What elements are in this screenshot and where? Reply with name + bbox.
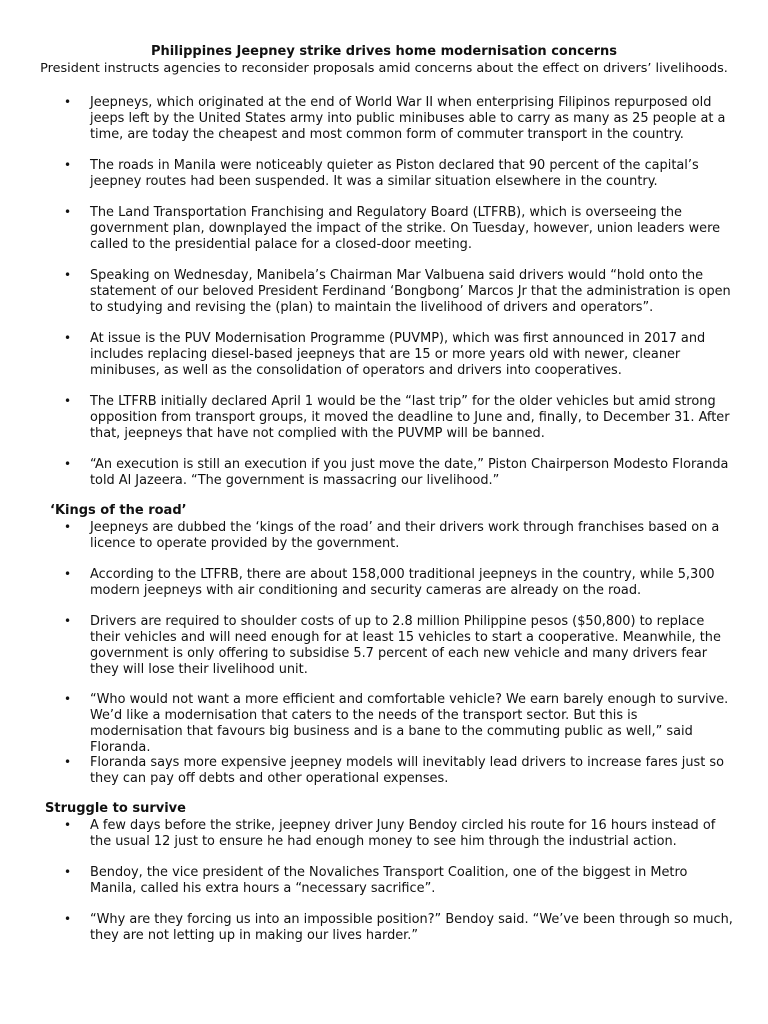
section-heading: ‘Kings of the road’ — [50, 503, 187, 518]
list-item-text: The roads in Manila were noticeably quieter as Piston declared that 90 percent of the capital’s jeepney routes had been suspended. It was a similar situation elsewhere in the country. — [90, 158, 699, 189]
bullet-marker: • — [64, 865, 72, 879]
list-item-text: Bendoy, the vice president of the Novaliches Transport Coalition, one of the biggest in Metro Manila, called his extra hours a “necessary sacrifice”. — [90, 865, 688, 896]
bullet-marker: • — [64, 755, 72, 769]
bullet-marker: • — [64, 205, 72, 219]
bullet-marker: • — [64, 394, 72, 408]
bullet-marker: • — [64, 567, 72, 581]
list-item-text: “An execution is still an execution if you just move the date,” Piston Chairperson Modesto Floranda told Al Jazeera. “The government is massacring our livelihood.” — [90, 457, 729, 488]
bullet-marker: • — [64, 457, 72, 471]
list-item-text: The Land Transportation Franchising and Regulatory Board (LTFRB), which is overseeing the government plan, downplayed the impact of the strike. On Tuesday, however, union leaders were called to the presidential palace for a closed-door meeting. — [90, 205, 721, 252]
list-item-text: Floranda says more expensive jeepney models will inevitably lead drivers to increase fares just so they can pay off debts and other operational expenses. — [90, 755, 724, 786]
bullet-marker: • — [64, 158, 72, 172]
list-item-text: Jeepneys are dubbed the ‘kings of the road’ and their drivers work through franchises based on a licence to operate provided by the government. — [90, 520, 720, 551]
list-item-text: “Who would not want a more efficient and comfortable vehicle? We earn barely enough to survive. We’d like a modernisation that caters to the needs of the transport sector. But this is modernisation that favours big business and is a bane to the commuting public as well,” said Floranda. — [90, 692, 729, 755]
bullet-marker: • — [64, 95, 72, 109]
bullet-marker: • — [64, 912, 72, 926]
list-item-text: The LTFRB initially declared April 1 would be the “last trip” for the older vehicles but amid strong opposition from transport groups, it moved the deadline to June and, finally, to December 31. After that, jeepneys that have not complied with the PUVMP will be banned. — [90, 394, 730, 441]
bullet-marker: • — [64, 331, 72, 345]
section-heading: Struggle to survive — [45, 801, 186, 816]
list-item-text: According to the LTFRB, there are about 158,000 traditional jeepneys in the country, while 5,300 modern jeepneys with air conditioning and security cameras are already on the road. — [90, 567, 715, 598]
bullet-marker: • — [64, 268, 72, 282]
list-item-text: At issue is the PUV Modernisation Programme (PUVMP), which was first announced in 2017 and includes replacing diesel-based jeepneys that are 15 or more years old with newer, cleaner minibuses, as well as the consolidation of operators and drivers into cooperatives. — [90, 331, 706, 378]
article-title: Philippines Jeepney strike drives home modernisation concerns — [150, 44, 618, 59]
list-item-text: A few days before the strike, jeepney driver Juny Bendoy circled his route for 16 hours instead of the usual 12 just to ensure he had enough money to see him through the industrial action. — [90, 818, 716, 849]
bullet-marker: • — [64, 520, 72, 534]
bullet-marker: • — [64, 692, 72, 706]
bullet-marker: • — [64, 818, 72, 832]
list-item-text: “Why are they forcing us into an impossible position?” Bendoy said. “We’ve been through so much, they are not letting up in making our lives harder.” — [90, 912, 733, 943]
list-item-text: Drivers are required to shoulder costs of up to 2.8 million Philippine pesos ($50,800) to replace their vehicles and will need enough for at least 15 vehicles to start a cooperative. Meanwhile, the government is only offering to subsidise 5.7 percent of each new vehicle and many drivers fear they will lose their livelihood unit. — [90, 614, 721, 677]
list-item-text: Speaking on Wednesday, Manibela’s Chairman Mar Valbuena said drivers would “hold onto the statement of our beloved President Ferdinand ‘Bongbong’ Marcos Jr that the administration is open to studying and revising the (plan) to maintain the livelihood of drivers and operators”. — [90, 268, 731, 315]
article-subtitle: President instructs agencies to reconsider proposals amid concerns about the effect on drivers’ livelihoods. — [40, 61, 728, 76]
bullet-marker: • — [64, 614, 72, 628]
list-item-text: Jeepneys, which originated at the end of World War II when enterprising Filipinos repurposed old jeeps left by the United States army into public minibuses able to carry as many as 25 people at a time, are today the cheapest and most common form of commuter transport in the country. — [90, 95, 726, 142]
